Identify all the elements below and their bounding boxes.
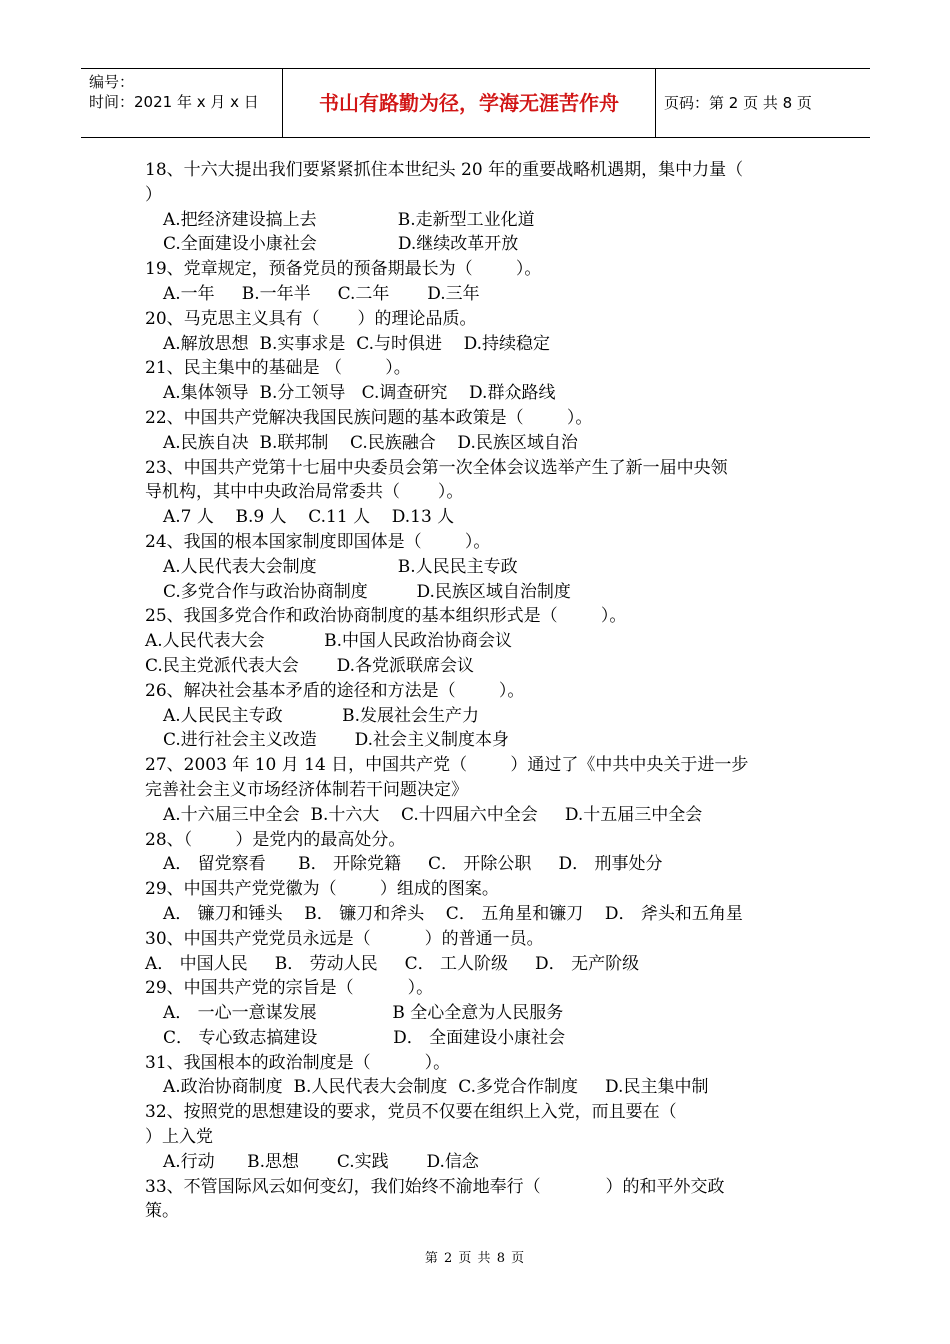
text-line: A.民族自决 B.联邦制 C.民族融合 D.民族区域自治 <box>163 432 578 453</box>
text-line: 22、中国共产党解决我国民族问题的基本政策是（ ）。 <box>145 407 593 428</box>
text-line: 32、按照党的思想建设的要求，党员不仅要在组织上入党，而且要在（ <box>145 1102 677 1123</box>
text-line: 29、中国共产党的宗旨是（ ）。 <box>145 978 434 999</box>
text-line: A． 一心一意谋发展 B 全心全意为人民服务 <box>163 1003 564 1024</box>
text-line: C.民主党派代表大会 D.各党派联席会议 <box>145 655 475 676</box>
header-motto: 书山有路勤为径，学海无涯苦作舟 <box>283 69 656 137</box>
text-line: 24、我国的根本国家制度即国体是（ ）。 <box>145 531 491 552</box>
header-page-number: 页码：第 2 页 共 8 页 <box>664 94 812 112</box>
text-line: 27、2003 年 10 月 14 日，中国共产党（ ）通过了《中共中央关于进一步 <box>145 755 749 776</box>
header-meta-cell <box>81 69 283 137</box>
text-line: A.人民代表大会 B.中国人民政治协商会议 <box>145 631 513 652</box>
text-line: A.人民民主专政 B.发展社会生产力 <box>163 705 480 726</box>
text-line: C.进行社会主义改造 D.社会主义制度本身 <box>163 730 510 751</box>
question-list <box>145 158 805 1224</box>
text-line: ）上入党 <box>145 1127 213 1148</box>
text-line: 策。 <box>145 1201 179 1222</box>
text-line: C.全面建设小康社会 D.继续改革开放 <box>163 234 519 255</box>
text-line: 21、民主集中的基础是 （ ）。 <box>145 358 411 379</box>
text-line: 28、（ ）是党内的最高处分。 <box>145 829 406 850</box>
text-line: A． 留党察看 B． 开除党籍 C． 开除公职 D． 刑事处分 <box>163 854 663 875</box>
text-line: A． 镰刀和锤头 B． 镰刀和斧头 C． 五角星和镰刀 D． 斧头和五角星 <box>163 903 743 924</box>
text-line: 19、党章规定，预备党员的预备期最长为（ ）。 <box>145 259 542 280</box>
text-line: A.集体领导 B.分工领导 C.调查研究 D.群众路线 <box>163 383 556 404</box>
text-line: 33、不管国际风云如何变幻，我们始终不渝地奉行（ ）的和平外交政 <box>145 1176 725 1197</box>
text-line: 30、中国共产党党员永远是（ ）的普通一员。 <box>145 928 544 949</box>
text-line: 20、马克思主义具有（ ）的理论品质。 <box>145 308 477 329</box>
text-line: 31、我国根本的政治制度是（ ）。 <box>145 1052 451 1073</box>
text-line: A.一年 B.一年半 C.二年 D.三年 <box>163 283 480 304</box>
text-line: A.把经济建设搞上去 B.走新型工业化道 <box>163 209 535 230</box>
text-line: A.十六届三中全会 B.十六大 C.十四届六中全会 D.十五届三中全会 <box>163 804 703 825</box>
text-line: ） <box>145 184 162 205</box>
text-line: 18、十六大提出我们要紧紧抓住本世纪头 20 年的重要战略机遇期，集中力量（ <box>145 160 744 180</box>
text-line: A.行动 B.思想 C.实践 D.信念 <box>163 1151 479 1172</box>
text-line: 完善社会主义市场经济体制若干问题决定》 <box>145 779 468 800</box>
text-line: A.解放思想 B.实事求是 C.与时俱进 D.持续稳定 <box>163 333 551 354</box>
text-line: A． 中国人民 B． 劳动人民 C． 工人阶级 D． 无产阶级 <box>145 953 640 974</box>
text-line: C.多党合作与政治协商制度 D.民族区域自治制度 <box>163 581 571 602</box>
text-line: 26、解决社会基本矛盾的途径和方法是（ ）。 <box>145 680 525 701</box>
text-line: 25、我国多党合作和政治协商制度的基本组织形式是（ ）。 <box>145 606 627 627</box>
document-time-label: 时间：2021 年 x 月 x 日 <box>89 93 259 111</box>
text-line: 23、中国共产党第十七届中央委员会第一次全体会议选举产生了新一届中央领 <box>145 457 728 478</box>
text-line: C． 专心致志搞建设 D． 全面建设小康社会 <box>163 1027 566 1048</box>
document-number-label: 编号： <box>89 73 135 91</box>
page-footer: 第 2 页 共 8 页 <box>424 1251 526 1266</box>
page-header <box>81 68 870 138</box>
text-line: A.7 人 B.9 人 C.11 人 D.13 人 <box>163 507 455 528</box>
text-line: A.人民代表大会制度 B.人民民主专政 <box>163 556 518 577</box>
text-line: 29、中国共产党党徽为（ ）组成的图案。 <box>145 879 499 900</box>
text-line: A.政治协商制度 B.人民代表大会制度 C.多党合作制度 D.民主集中制 <box>163 1077 709 1098</box>
text-line: 导机构，其中中央政治局常委共（ ）。 <box>145 482 464 503</box>
